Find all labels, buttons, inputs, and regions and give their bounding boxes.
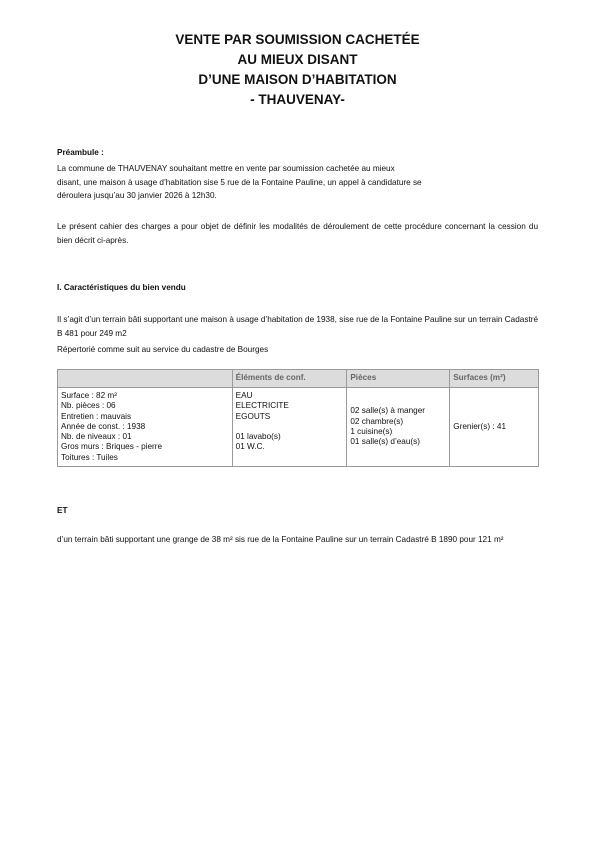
et-heading: ET bbox=[57, 506, 68, 515]
comfort-item: ELECTRICITE bbox=[235, 401, 289, 411]
table-header: Surfaces (m²) bbox=[450, 370, 539, 388]
preambule-heading: Préambule : bbox=[57, 148, 104, 157]
table-header bbox=[58, 370, 233, 388]
comfort-item: 01 W.C. bbox=[235, 442, 265, 452]
general-info-item: Nb. pièces : 06 bbox=[61, 401, 116, 411]
title-line-4: - THAUVENAY- bbox=[250, 92, 345, 107]
property-table bbox=[57, 369, 539, 467]
preambule-paragraph-1 bbox=[57, 162, 538, 203]
general-info-item: Surface : 82 m² bbox=[61, 391, 117, 400]
general-info-item: Nb. de niveaux : 01 bbox=[61, 432, 132, 442]
general-info-item: Entretien : mauvais bbox=[61, 411, 132, 421]
comfort-elements-cell bbox=[232, 388, 347, 467]
title-line-3: D’UNE MAISON D’HABITATION bbox=[198, 72, 397, 87]
table-header: Pièces bbox=[347, 370, 450, 388]
cadastre-note: Répertorié comme suit au service du cadastre de Bourges bbox=[57, 345, 269, 354]
preambule-line: disant, une maison à usage d’habitation sise 5 rue de la Fontaine Pauline, un appel à candidature se bbox=[57, 177, 422, 187]
general-info-cell bbox=[58, 388, 233, 467]
document-title bbox=[0, 30, 595, 110]
comfort-item: EAU bbox=[235, 391, 253, 400]
title-line-1: VENTE PAR SOUMISSION CACHETÉE bbox=[175, 32, 420, 47]
rooms-cell bbox=[347, 388, 450, 467]
general-info-item: Année de const. : 1938 bbox=[61, 421, 146, 431]
table-row bbox=[58, 388, 539, 467]
room-item: 02 chambre(s) bbox=[350, 416, 404, 426]
preambule-line: La commune de THAUVENAY souhaitant mettre en vente par soumission cachetée au mieux bbox=[57, 164, 395, 173]
comfort-item: EGOUTS bbox=[235, 411, 271, 421]
section-1-paragraph: Il s’agit d’un terrain bâti supportant une maison à usage d’habitation de 1938, sise rue de la Fontaine Pauline sur un terrain Cadastré B 481 pour 249 m2 bbox=[57, 315, 538, 338]
room-item: 02 salle(s) à manger bbox=[350, 406, 425, 416]
preambule-paragraph-2: Le présent cahier des charges a pour objet de définir les modalités de déroulement de cette procédure concernant la cession du bien décrit ci-après. bbox=[57, 222, 538, 245]
general-info-item: Toitures : Tuiles bbox=[61, 452, 118, 462]
surfaces-cell: Grenier(s) : 41 bbox=[450, 388, 539, 467]
comfort-item: 01 lavabo(s) bbox=[235, 432, 281, 442]
room-item: 01 salle(s) d’eau(s) bbox=[350, 437, 420, 447]
room-item: 1 cuisine(s) bbox=[350, 427, 393, 437]
table-header-row bbox=[58, 370, 539, 388]
title-line-2: AU MIEUX DISANT bbox=[237, 52, 358, 67]
section-1-heading: I. Caractéristiques du bien vendu bbox=[57, 283, 186, 292]
et-paragraph: d’un terrain bâti supportant une grange de 38 m² sis rue de la Fontaine Pauline sur un terrain Cadastré B 1890 pour 121 m² bbox=[57, 535, 504, 544]
table-header: Éléments de conf. bbox=[232, 370, 347, 388]
preambule-line: déroulera jusqu’au 30 janvier 2026 à 12h30. bbox=[57, 191, 217, 201]
general-info-item: Gros murs : Briques - pierre bbox=[61, 442, 163, 452]
